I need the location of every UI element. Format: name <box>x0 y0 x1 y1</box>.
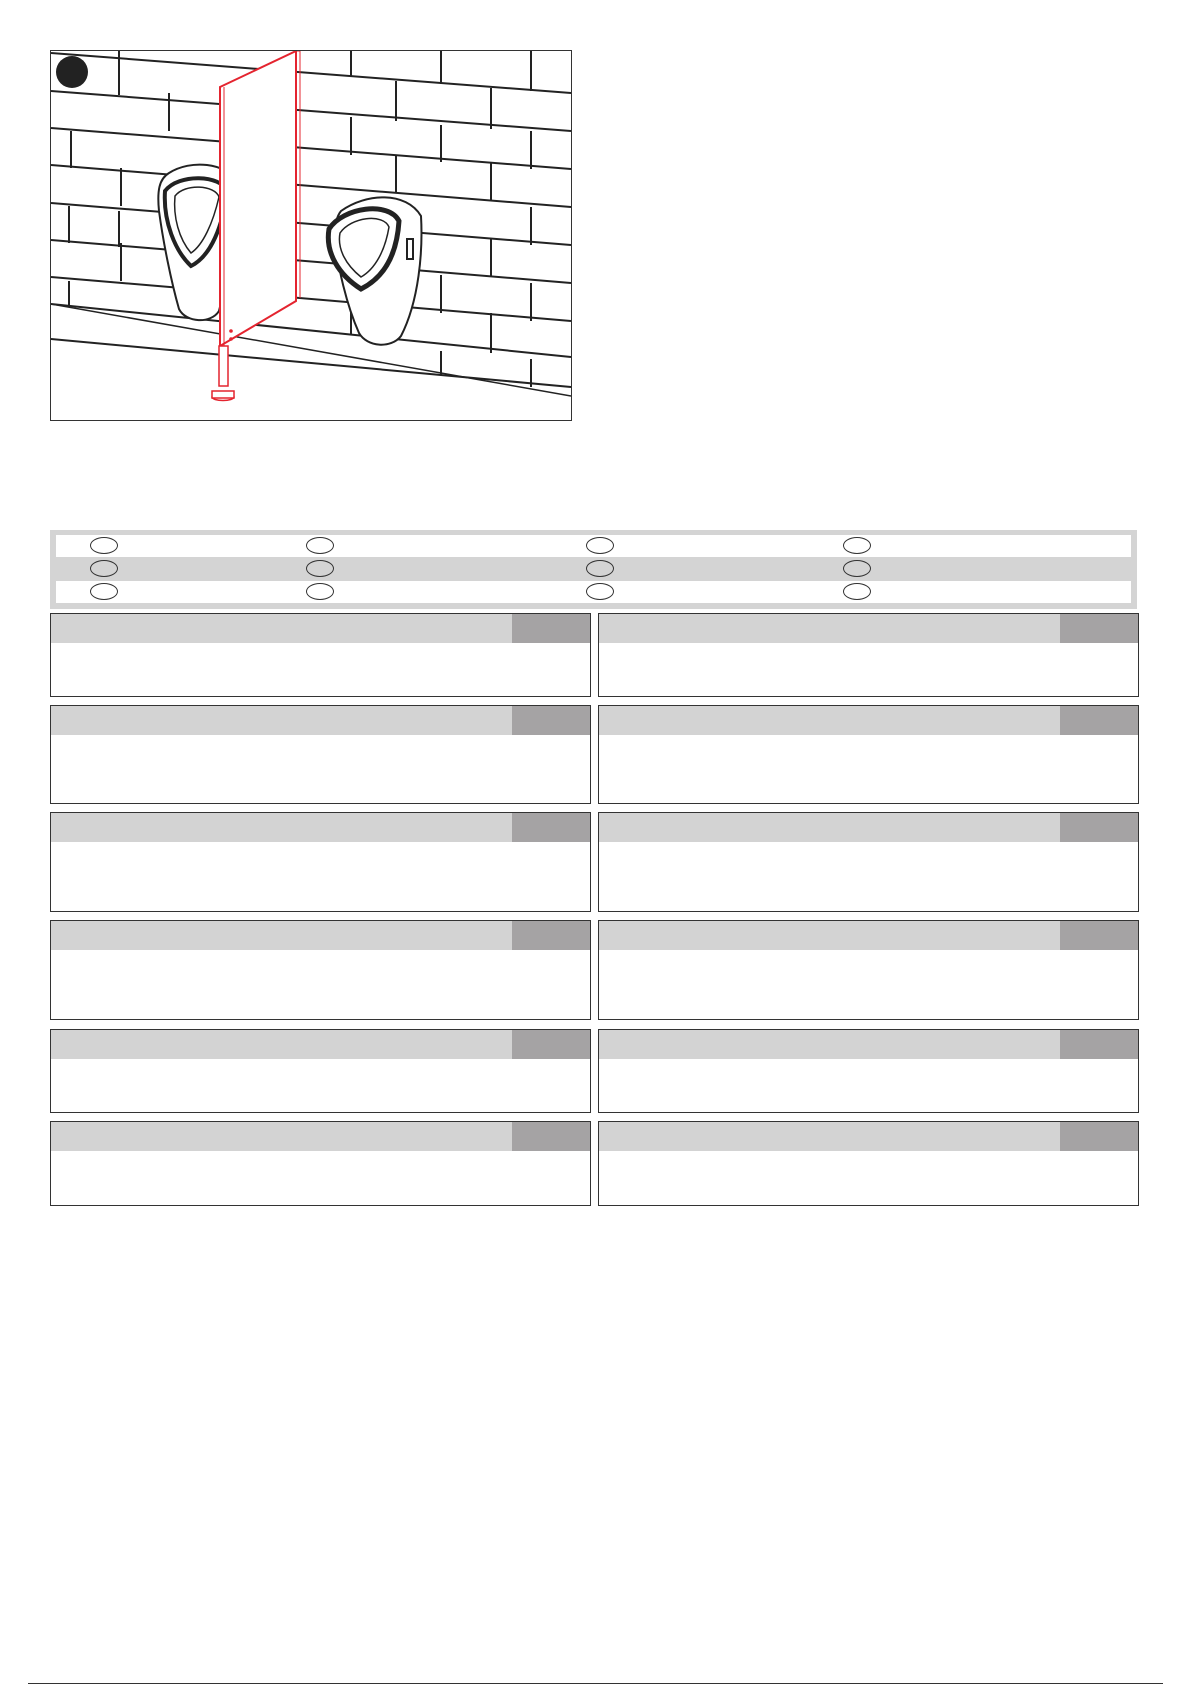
language-chip <box>586 583 614 600</box>
wall-urinal-partition-drawing <box>51 51 571 420</box>
text-box <box>598 1121 1139 1206</box>
text-box-tag <box>1060 1030 1138 1059</box>
text-box-body <box>599 1059 1138 1071</box>
language-bar <box>50 530 1137 609</box>
step-marker-dot <box>56 56 88 88</box>
text-box-tag <box>1060 921 1138 950</box>
text-box-tag <box>512 813 590 842</box>
text-box-body <box>51 842 590 854</box>
brick-wall <box>51 51 571 396</box>
language-chip <box>306 560 334 577</box>
installation-illustration <box>50 50 572 421</box>
text-box <box>598 812 1139 912</box>
text-box-header <box>599 921 1138 950</box>
text-box <box>598 1029 1139 1113</box>
text-box-tag <box>512 614 590 643</box>
language-chip <box>306 537 334 554</box>
text-box <box>50 920 591 1020</box>
text-box <box>50 1029 591 1113</box>
text-box-body <box>51 1059 590 1071</box>
page-bottom-rule <box>28 1683 1163 1684</box>
urinal-right <box>328 197 421 344</box>
language-chip <box>306 583 334 600</box>
text-box-header <box>599 1030 1138 1059</box>
language-chip <box>586 560 614 577</box>
text-box-header <box>51 706 590 735</box>
language-chip <box>90 560 118 577</box>
text-box-tag <box>1060 706 1138 735</box>
text-box-header <box>51 614 590 643</box>
language-chip <box>586 537 614 554</box>
text-box-tag <box>1060 813 1138 842</box>
text-box-header <box>51 921 590 950</box>
text-box-body <box>599 643 1138 655</box>
language-chip <box>843 583 871 600</box>
text-box-body <box>51 950 590 962</box>
text-box <box>50 613 591 697</box>
text-box-header <box>51 1122 590 1151</box>
language-chip <box>843 560 871 577</box>
text-box <box>50 1121 591 1206</box>
text-box <box>50 812 591 912</box>
text-box-body <box>51 735 590 747</box>
language-chip <box>843 537 871 554</box>
text-box <box>598 920 1139 1020</box>
text-box-header <box>51 1030 590 1059</box>
text-box-header <box>599 813 1138 842</box>
language-row <box>56 535 1131 557</box>
text-box <box>50 705 591 804</box>
text-box-header <box>599 706 1138 735</box>
language-chip <box>90 537 118 554</box>
text-box <box>598 613 1139 697</box>
text-box-tag <box>512 1030 590 1059</box>
text-box-tag <box>1060 614 1138 643</box>
text-box <box>598 705 1139 804</box>
privacy-partition <box>212 51 300 401</box>
text-box-body <box>599 1151 1138 1163</box>
language-chip <box>90 583 118 600</box>
text-box-tag <box>512 706 590 735</box>
text-box-body <box>599 842 1138 854</box>
text-box-body <box>599 735 1138 747</box>
text-box-tag <box>512 1122 590 1151</box>
text-box-header <box>51 813 590 842</box>
language-row <box>56 558 1131 580</box>
text-box-body <box>51 1151 590 1163</box>
text-box-header <box>599 614 1138 643</box>
text-box-header <box>599 1122 1138 1151</box>
text-box-body <box>51 643 590 655</box>
language-row <box>56 581 1131 603</box>
text-box-body <box>599 950 1138 962</box>
text-box-tag <box>512 921 590 950</box>
text-box-tag <box>1060 1122 1138 1151</box>
